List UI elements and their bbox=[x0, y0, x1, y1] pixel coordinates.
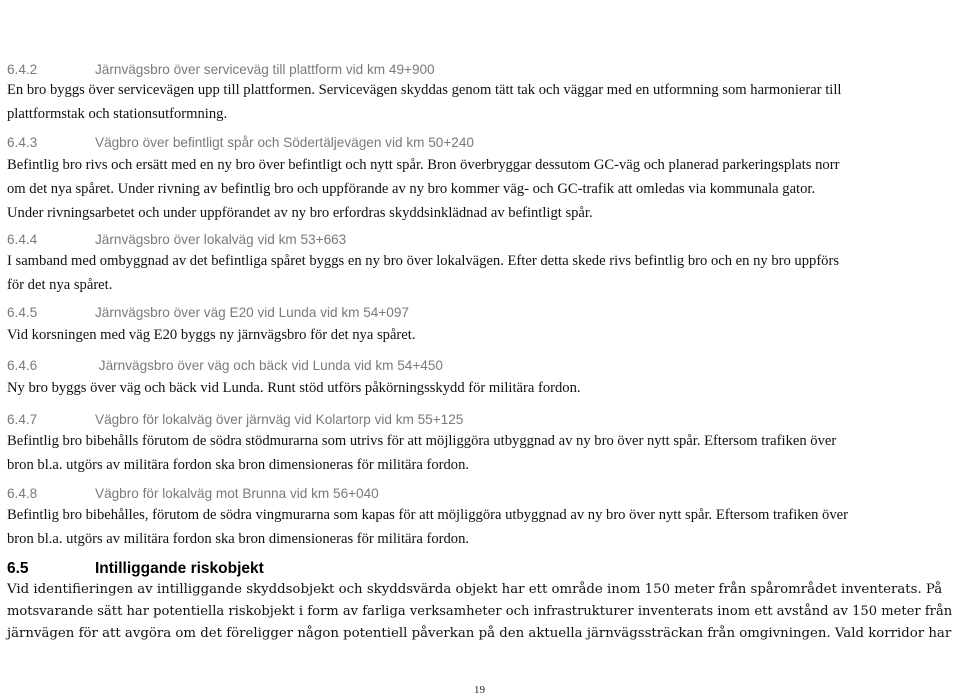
section-paragraph bbox=[7, 323, 955, 347]
section-heading bbox=[7, 134, 474, 152]
section-heading bbox=[7, 357, 443, 375]
chapter-number: 6.5 bbox=[7, 560, 29, 577]
paragraph-line: för det nya spåret. bbox=[7, 277, 113, 293]
paragraph-line: Befintlig bro rivs och ersätt med en ny bro över befintligt och nytt spår. Bron överbryggar dessutom GC-väg och planerad parkeringsplats norr bbox=[7, 157, 840, 173]
section-paragraph bbox=[7, 153, 955, 225]
chapter-heading bbox=[7, 559, 264, 579]
paragraph-line: En bro byggs över servicevägen upp till plattformen. Servicevägen skyddas genom tätt tak och väggar med en utformning som harmonierar till bbox=[7, 82, 842, 98]
section-number: 6.4.8 bbox=[7, 486, 38, 501]
section-paragraph bbox=[7, 429, 955, 477]
paragraph-line: om det nya spåret. Under rivning av befintlig bro och uppförande av ny bro kommer väg- och GC-trafik att omledas via kommunala gator. bbox=[7, 181, 816, 197]
section-paragraph bbox=[7, 503, 955, 551]
chapter-title: Intilliggande riskobjekt bbox=[95, 560, 264, 577]
paragraph-line: bron bl.a. utgörs av militära fordon ska bron dimensioneras för militära fordon. bbox=[7, 457, 470, 473]
section-heading bbox=[7, 304, 409, 322]
section-number: 6.4.3 bbox=[7, 135, 38, 150]
paragraph-line: Befintlig bro bibehålls förutom de södra stödmurarna som utrivs för att möjliggöra utbyggnad av ny bro över nytt spår. Eftersom trafiken över bbox=[7, 433, 837, 449]
paragraph-line: Vid identifieringen av intilliggande skyddsobjekt och skyddsvärda objekt har ett område inom 150 meter från spårområdet inventerats. På bbox=[7, 582, 943, 597]
section-number: 6.4.4 bbox=[7, 232, 38, 247]
section-paragraph bbox=[7, 78, 955, 126]
section-number: 6.4.2 bbox=[7, 62, 38, 77]
section-heading bbox=[7, 485, 379, 503]
section-heading bbox=[7, 411, 463, 429]
section-number: 6.4.5 bbox=[7, 305, 38, 320]
section-heading bbox=[7, 61, 435, 79]
section-title: Vägbro för lokalväg mot Brunna vid km 56+040 bbox=[95, 486, 379, 501]
section-title: Vägbro för lokalväg över järnväg vid Kolartorp vid km 55+125 bbox=[95, 412, 464, 427]
paragraph-line: plattformstak och stationsutformning. bbox=[7, 106, 228, 122]
page-number: 19 bbox=[474, 684, 485, 696]
paragraph-line: Under rivningsarbetet och under uppförandet av ny bro erfordras skyddsinklädnad av befintligt spår. bbox=[7, 205, 593, 221]
paragraph-line: Befintlig bro bibehålles, förutom de södra vingmurarna som kapas för att möjliggöra utbyggnad av ny bro över nytt spår. Eftersom trafiken över bbox=[7, 507, 848, 523]
section-title: Vägbro över befintligt spår och Södertäljevägen vid km 50+240 bbox=[95, 135, 474, 150]
chapter-paragraph bbox=[7, 579, 955, 645]
paragraph-line: Ny bro byggs över väg och bäck vid Lunda. Runt stöd utförs påkörningsskydd för militära fordon. bbox=[7, 380, 581, 396]
paragraph-line: järnvägen för att avgöra om det föreligger någon potentiell påverkan på den aktuella järnvägssträckan från omgivningen. Vald korridor har bbox=[7, 626, 952, 641]
section-paragraph bbox=[7, 376, 955, 400]
section-number: 6.4.6 bbox=[7, 358, 38, 373]
section-title: Järnvägsbro över väg E20 vid Lunda vid km 54+097 bbox=[95, 305, 409, 320]
paragraph-line: bron bl.a. utgörs av militära fordon ska bron dimensioneras för militära fordon. bbox=[7, 531, 470, 547]
section-heading bbox=[7, 231, 346, 249]
paragraph-line: motsvarande sätt har potentiella riskobjekt i form av farliga verksamheter och infrastrukturer inventerats inom ett avstånd av 150 meter från bbox=[7, 604, 953, 619]
section-title: Järnvägsbro över väg och bäck vid Lunda vid km 54+450 bbox=[95, 358, 443, 373]
paragraph-line: I samband med ombyggnad av det befintliga spåret byggs en ny bro över lokalvägen. Efter detta skede rivs befintlig bro och en ny bro uppförs bbox=[7, 253, 840, 269]
section-title: Järnvägsbro över lokalväg vid km 53+663 bbox=[95, 232, 347, 247]
section-title: Järnvägsbro över serviceväg till plattform vid km 49+900 bbox=[95, 62, 435, 77]
section-paragraph bbox=[7, 249, 955, 297]
paragraph-line: Vid korsningen med väg E20 byggs ny järnvägsbro för det nya spåret. bbox=[7, 327, 416, 343]
section-number: 6.4.7 bbox=[7, 412, 38, 427]
